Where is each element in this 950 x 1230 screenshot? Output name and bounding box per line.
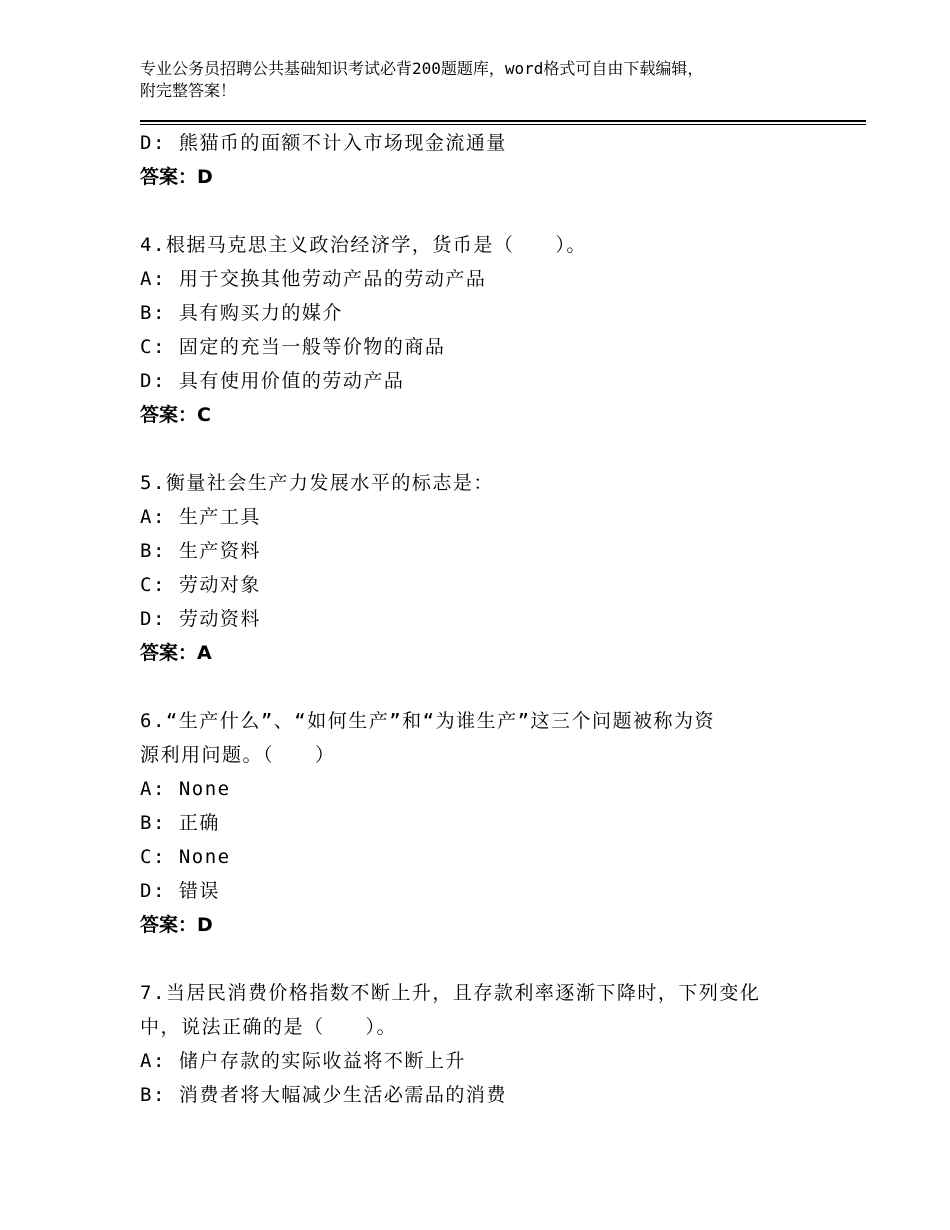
question-text-line2: 源利用问题。（ ）	[140, 744, 336, 766]
option-a: A: None	[140, 778, 231, 800]
question-text: 5.衡量社会生产力发展水平的标志是：	[140, 472, 494, 494]
question-block-prev	[140, 126, 840, 194]
question-block-4	[140, 228, 840, 432]
question-text: 4.根据马克思主义政治经济学，货币是（ ）。	[140, 234, 587, 256]
page-header	[140, 58, 820, 102]
answer: 答案：D	[140, 914, 213, 936]
question-text-line2: 中，说法正确的是（ ）。	[140, 1016, 398, 1038]
header-title-line1: 专业公务员招聘公共基础知识考试必背200题题库，word格式可自由下载编辑，	[140, 59, 704, 78]
option-b: B: 具有购买力的媒介	[140, 302, 343, 324]
question-block-6	[140, 704, 840, 942]
option-c: C: 固定的充当一般等价物的商品	[140, 336, 446, 358]
question-text-line1: 6.“生产什么”、“如何生产”和“为谁生产”这三个问题被称为资	[140, 710, 716, 732]
answer: 答案：D	[140, 166, 213, 188]
option-a: A: 用于交换其他劳动产品的劳动产品	[140, 268, 487, 290]
option-d: D: 具有使用价值的劳动产品	[140, 370, 405, 392]
option-a: A: 储户存款的实际收益将不断上升	[140, 1050, 466, 1072]
answer: 答案：C	[140, 404, 211, 426]
answer: 答案：A	[140, 642, 212, 664]
header-rule-thin	[140, 124, 866, 125]
option-b: B: 消费者将大幅减少生活必需品的消费	[140, 1084, 507, 1106]
question-block-7	[140, 976, 840, 1112]
header-title-line2: 附完整答案！	[140, 81, 237, 100]
option-d: D: 熊猫币的面额不计入市场现金流通量	[140, 132, 507, 154]
option-b: B: 生产资料	[140, 540, 261, 562]
question-text-line1: 7.当居民消费价格指数不断上升，且存款利率逐渐下降时，下列变化	[140, 982, 761, 1004]
option-c: C: None	[140, 846, 231, 868]
option-d: D: 错误	[140, 880, 220, 902]
question-block-5	[140, 466, 840, 670]
question-list	[140, 126, 840, 1112]
option-b: B: 正确	[140, 812, 220, 834]
header-rule-thick	[140, 120, 866, 122]
option-d: D: 劳动资料	[140, 608, 261, 630]
option-c: C: 劳动对象	[140, 574, 261, 596]
option-a: A: 生产工具	[140, 506, 261, 528]
